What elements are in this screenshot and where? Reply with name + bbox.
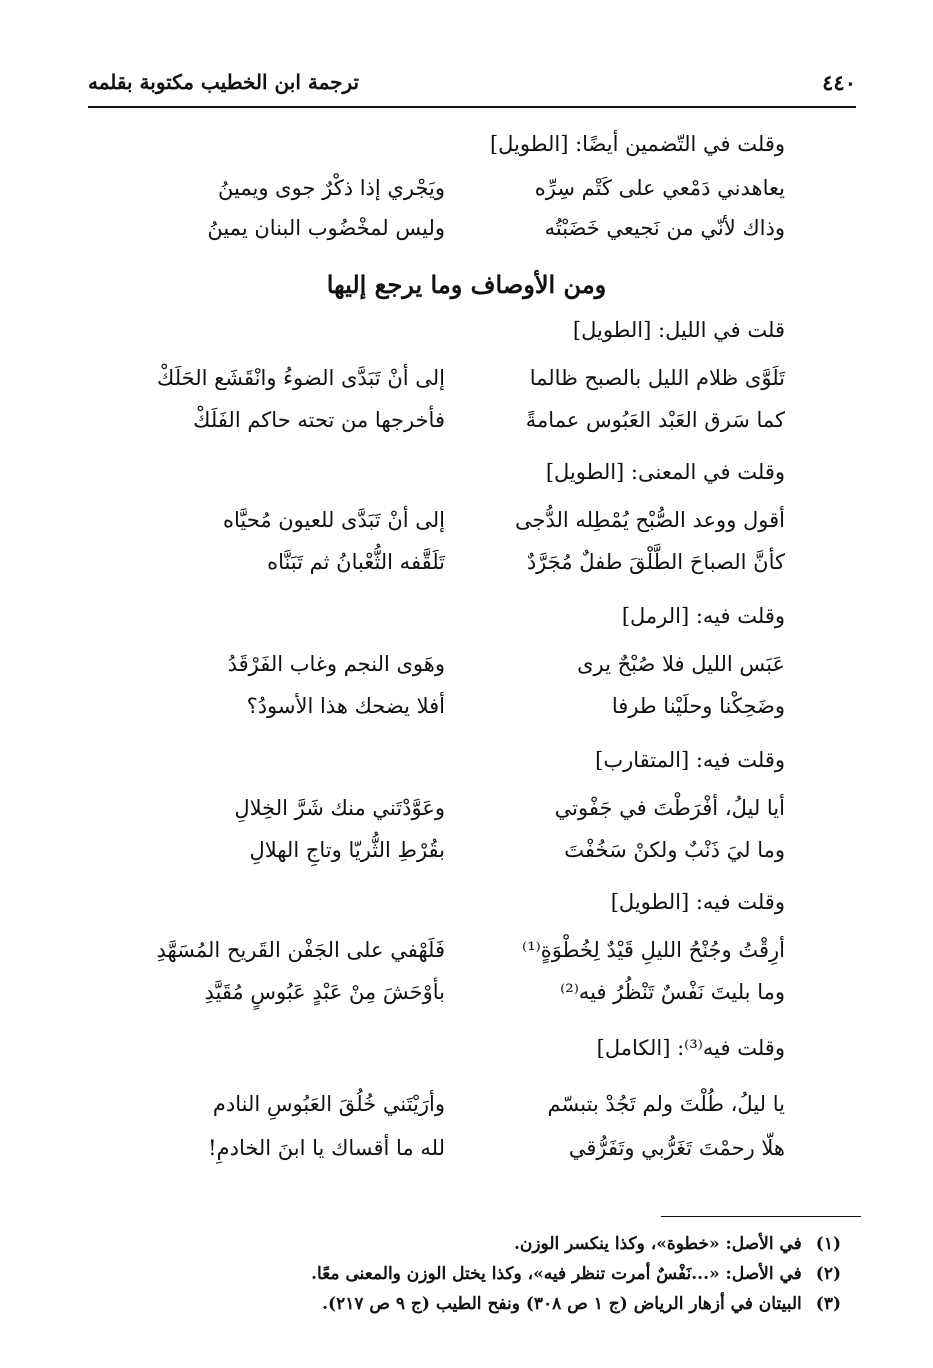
hemistich-first: كما سَرق العَبْد العَبُوس عمامةً — [525, 408, 785, 432]
hemistich-first: يعاهدني دَمْعي على كَتْم سِرِّه — [534, 176, 785, 200]
hemistich-first: أرِقْتُ وجُنْحُ الليلِ قَيْدٌ لِخُطْوَةٍ⁽¹⁾ — [522, 938, 785, 962]
hemistich-first: هلّا رحمْتَ تَغَرُّبي وتَفَرُّقي — [568, 1136, 785, 1160]
footnote-number: (٣) — [815, 1294, 841, 1314]
running-title: ترجمة ابن الخطيب مكتوبة بقلمه — [88, 70, 360, 94]
verse-line — [0, 694, 933, 734]
hemistich-first: تَلَوَّى ظلام الليل بالصبح ظالما — [529, 366, 785, 390]
footnote-text: في الأصل: «خطوة»، وكذا ينكسر الوزن. — [513, 1234, 802, 1254]
hemistich-first: وذاك لأنّي من نَجيعي خَضَبْتُه — [544, 216, 785, 240]
hemistich-first: عَبَس الليل فلا صُبْحٌ يرى — [577, 652, 785, 676]
verse-line — [0, 796, 933, 836]
hemistich-second: ويَجْري إذا ذكْرٌ جوى ويمينُ — [218, 176, 445, 200]
footnote-number: (١) — [815, 1234, 841, 1254]
verse-line — [0, 366, 933, 406]
hemistich-first: أقول ووعد الصُّبْح يُمْطِله الدُّجى — [514, 508, 785, 532]
hemistich-second: وعَوَّدْتَني منك شَرَّ الخِلالِ — [234, 796, 445, 820]
hemistich-second: فَلَهْفي على الجَفْن القَريح المُسَهَّدِ — [156, 938, 445, 962]
verse-line — [0, 550, 933, 590]
verse-line — [0, 1136, 933, 1176]
hemistich-first: وضَحِكْنا وحلَيْنا طرفا — [611, 694, 785, 718]
hemistich-second: أفلا يضحك هذا الأسودُ؟ — [246, 694, 445, 718]
verse-line — [0, 652, 933, 692]
hemistich-second: وليس لمخْضُوب البنان يمينُ — [207, 216, 445, 240]
verse-line — [0, 838, 933, 878]
poem-intro: وقلت في المعنى: [الطويل] — [545, 460, 785, 484]
footnote — [322, 1294, 841, 1314]
hemistich-first: يا ليلُ، طُلْتَ ولم تَجُدْ بتبسّم — [547, 1092, 785, 1116]
footnote-divider — [661, 1216, 861, 1217]
poem-intro: وقلت في التّضمين أيضًا: [الطويل] — [489, 132, 785, 156]
poem-intro: وقلت فيه: [الرمل] — [621, 604, 785, 628]
hemistich-first: أيا ليلُ، أفْرَطْتَ في جَفْوتي — [554, 796, 785, 820]
poem-intro: وقلت فيه: [المتقارب] — [595, 748, 785, 772]
hemistich-second: بأوْحَشَ مِنْ عَبْدٍ عَبُوسٍ مُقَيَّدِ — [204, 980, 445, 1004]
footnote-text: في الأصل: «...نَفْسٌ أمرت تنظر فيه»، وكذا يختل الوزن والمعنى معًا. — [311, 1264, 802, 1284]
verse-line — [0, 980, 933, 1020]
hemistich-first: وما ليَ ذَنْبٌ ولكنْ سَخُفْتَ — [564, 838, 785, 862]
hemistich-second: فأخرجها من تحته حاكم الفَلَكْ — [193, 408, 445, 432]
footnote-number: (٢) — [815, 1264, 841, 1284]
verse-line — [0, 938, 933, 978]
poem-intro: قلت في الليل: [الطويل] — [572, 318, 785, 342]
verse-line — [0, 508, 933, 548]
hemistich-second: إلى أنْ تَبَدَّى الضوءُ وانْقَشَع الحَلَكْ — [157, 366, 445, 390]
hemistich-second: إلى أنْ تَبَدَّى للعيون مُحيَّاه — [223, 508, 445, 532]
footnote — [311, 1264, 841, 1284]
hemistich-second: بقُرْطِ الثُّريّا وتاجِ الهلالِ — [249, 838, 445, 862]
footnote-text: البيتان في أزهار الرياض (ج ١ ص ٣٠٨) ونفح الطيب (ج ٩ ص ٢١٧). — [322, 1294, 802, 1314]
hemistich-second: لله ما أقساك يا ابنَ الخادمِ! — [208, 1136, 445, 1160]
verse-line — [0, 408, 933, 448]
footnote — [514, 1234, 841, 1254]
hemistich-second: تَلَقَّفه الثُّعْبانُ ثم تَبَنَّاه — [267, 550, 445, 574]
verse-line — [0, 176, 933, 216]
hemistich-second: وأرَيْتَني خُلُقَ العَبُوسِ النادم — [212, 1092, 445, 1116]
section-heading: ومن الأوصاف وما يرجع إليها — [326, 270, 607, 299]
hemistich-first: كأنَّ الصباحَ الطَّلْقَ طفلٌ مُجَرَّدٌ — [526, 550, 785, 574]
poem-intro: وقلت فيه⁽³⁾: [الكامل] — [596, 1036, 785, 1060]
hemistich-second: وهَوى النجم وغاب الفَرْقَدُ — [227, 652, 445, 676]
hemistich-first: وما بليتَ نَفْسٌ تَنْظُرُ فيه⁽²⁾ — [560, 980, 785, 1004]
verse-line — [0, 216, 933, 256]
verse-line — [0, 1092, 933, 1132]
page-number: ٤٤٠ — [822, 70, 856, 95]
poem-intro: وقلت فيه: [الطويل] — [610, 890, 785, 914]
running-header — [88, 62, 856, 108]
